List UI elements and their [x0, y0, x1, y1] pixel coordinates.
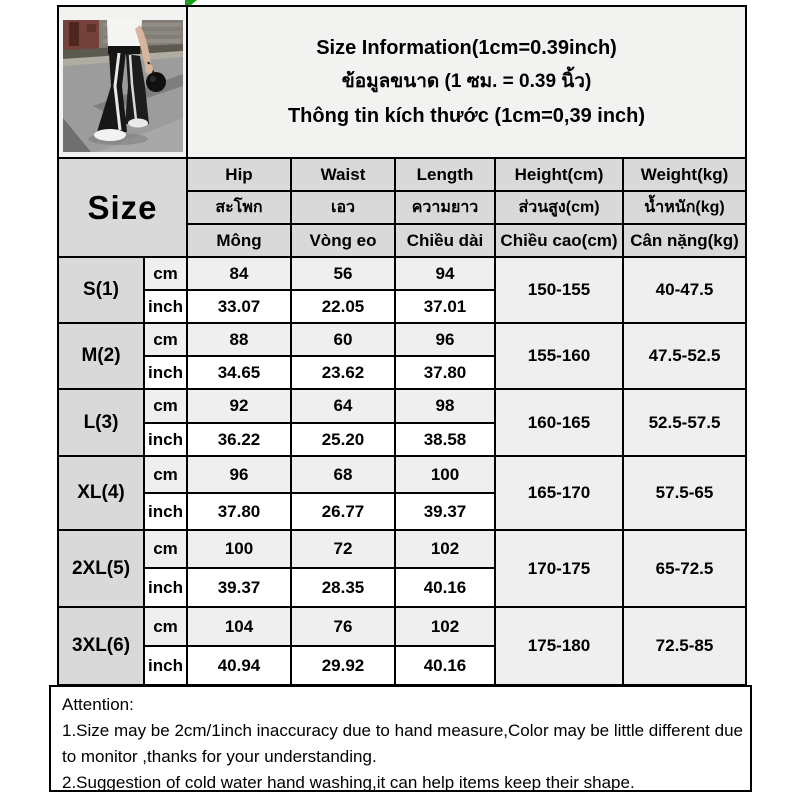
hip-inch-value: 40.94 [187, 646, 291, 685]
column-header-waist-th: เอว [291, 191, 395, 224]
column-header-weight-en: Weight(kg) [623, 158, 746, 191]
unit-label-inch: inch [144, 290, 187, 323]
weight-range-cell: 72.5-85 [623, 607, 746, 685]
unit-label-inch: inch [144, 423, 187, 456]
size-label-cell: L(3) [58, 389, 144, 456]
size-label-cell: XL(4) [58, 456, 144, 530]
weight-range-cell: 57.5-65 [623, 456, 746, 530]
column-header-hip-vi: Mông [187, 224, 291, 257]
size-label-cell: 3XL(6) [58, 607, 144, 685]
height-range-cell: 175-180 [495, 607, 623, 685]
length-cm-value: 102 [395, 607, 495, 646]
attention-heading: Attention: [62, 695, 134, 714]
height-range-cell: 155-160 [495, 323, 623, 389]
hip-cm-value: 104 [187, 607, 291, 646]
waist-inch-value: 28.35 [291, 568, 395, 607]
height-range-cell: 150-155 [495, 257, 623, 323]
hip-inch-value: 33.07 [187, 290, 291, 323]
column-header-weight-th: น้ำหนัก(kg) [623, 191, 746, 224]
size-table-body [58, 257, 746, 685]
length-cm-value: 98 [395, 389, 495, 423]
column-header-length-vi: Chiều dài [395, 224, 495, 257]
waist-cm-value: 68 [291, 456, 395, 493]
unit-label-cm: cm [144, 257, 187, 290]
size-label-cell: M(2) [58, 323, 144, 389]
product-photo-cell [58, 6, 187, 158]
weight-range-cell: 40-47.5 [623, 257, 746, 323]
waist-inch-value: 26.77 [291, 493, 395, 530]
size-header-cell: Size [58, 158, 187, 257]
size-label-cell: 2XL(5) [58, 530, 144, 607]
attention-note-box [49, 685, 752, 792]
unit-label-cm: cm [144, 456, 187, 493]
length-inch-value: 37.80 [395, 356, 495, 389]
waist-cm-value: 56 [291, 257, 395, 290]
waist-cm-value: 76 [291, 607, 395, 646]
unit-label-cm: cm [144, 323, 187, 356]
length-cm-value: 96 [395, 323, 495, 356]
length-inch-value: 37.01 [395, 290, 495, 323]
title-line-english: Size Information(1cm=0.39inch) [316, 37, 617, 59]
waist-inch-value: 23.62 [291, 356, 395, 389]
unit-label-inch: inch [144, 568, 187, 607]
waist-inch-value: 29.92 [291, 646, 395, 685]
length-cm-value: 94 [395, 257, 495, 290]
column-header-length-en: Length [395, 158, 495, 191]
unit-label-inch: inch [144, 646, 187, 685]
column-header-height-th: ส่วนสูง(cm) [495, 191, 623, 224]
length-inch-value: 40.16 [395, 568, 495, 607]
title-line-vietnamese: Thông tin kích thước (1cm=0,39 inch) [287, 105, 646, 127]
weight-range-cell: 52.5-57.5 [623, 389, 746, 456]
column-header-height-vi: Chiều cao(cm) [495, 224, 623, 257]
unit-label-inch: inch [144, 493, 187, 530]
size-chart-table [57, 5, 747, 686]
attention-point-1: 1.Size may be 2cm/1inch inaccuracy due to hand measure,Color may be little different due to monitor ,thanks for your understanding. [62, 721, 743, 766]
column-header-hip-th: สะโพก [187, 191, 291, 224]
height-range-cell: 165-170 [495, 456, 623, 530]
length-inch-value: 38.58 [395, 423, 495, 456]
unit-label-cm: cm [144, 389, 187, 423]
column-header-length-th: ความยาว [395, 191, 495, 224]
height-range-cell: 170-175 [495, 530, 623, 607]
unit-label-inch: inch [144, 356, 187, 389]
hip-inch-value: 39.37 [187, 568, 291, 607]
unit-label-cm: cm [144, 607, 187, 646]
unit-label-cm: cm [144, 530, 187, 568]
column-header-waist-vi: Vòng eo [291, 224, 395, 257]
title-line-thai: ข้อมูลขนาด (1 ซม. = 0.39 นิ้ว) [341, 71, 592, 92]
hip-cm-value: 96 [187, 456, 291, 493]
length-inch-value: 40.16 [395, 646, 495, 685]
column-header-hip-en: Hip [187, 158, 291, 191]
hip-inch-value: 36.22 [187, 423, 291, 456]
hip-cm-value: 88 [187, 323, 291, 356]
hip-cm-value: 92 [187, 389, 291, 423]
length-inch-value: 39.37 [395, 493, 495, 530]
size-information-title [187, 6, 746, 158]
weight-range-cell: 47.5-52.5 [623, 323, 746, 389]
size-label-cell: S(1) [58, 257, 144, 323]
waist-inch-value: 25.20 [291, 423, 395, 456]
hip-cm-value: 100 [187, 530, 291, 568]
hip-inch-value: 37.80 [187, 493, 291, 530]
column-header-weight-vi: Cân nặng(kg) [623, 224, 746, 257]
length-cm-value: 102 [395, 530, 495, 568]
attention-point-2: 2.Suggestion of cold water hand washing,it can help items keep their shape. [62, 773, 635, 792]
height-range-cell: 160-165 [495, 389, 623, 456]
column-header-waist-en: Waist [291, 158, 395, 191]
waist-cm-value: 60 [291, 323, 395, 356]
waist-cm-value: 64 [291, 389, 395, 423]
length-cm-value: 100 [395, 456, 495, 493]
waist-inch-value: 22.05 [291, 290, 395, 323]
column-header-height-en: Height(cm) [495, 158, 623, 191]
hip-inch-value: 34.65 [187, 356, 291, 389]
waist-cm-value: 72 [291, 530, 395, 568]
product-photo [63, 20, 183, 152]
hip-cm-value: 84 [187, 257, 291, 290]
weight-range-cell: 65-72.5 [623, 530, 746, 607]
